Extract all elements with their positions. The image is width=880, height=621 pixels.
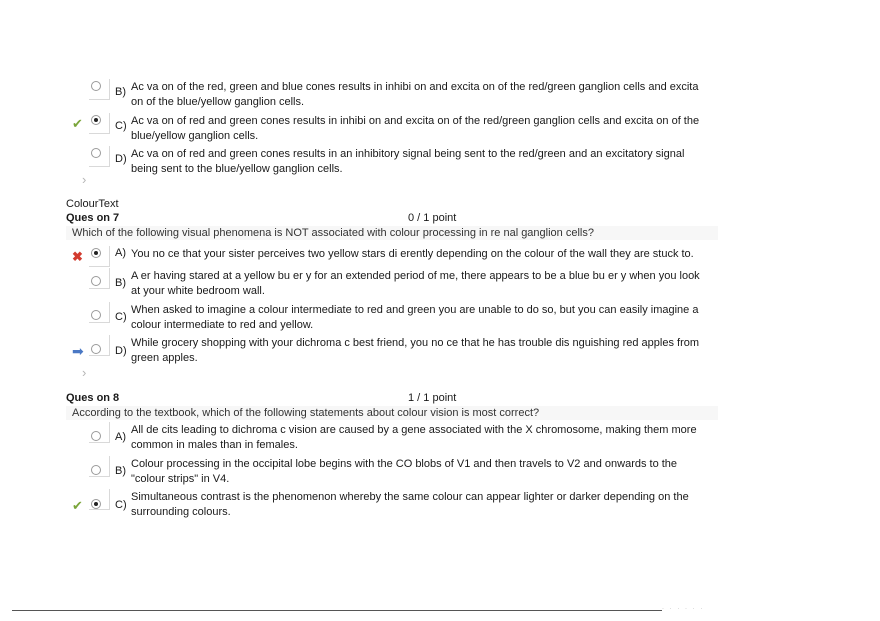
option-letter: C): [115, 311, 127, 323]
option-text: Simultaneous contrast is the phenomenon whereby the same colour can appear lighter or darker depending on the surrounding colours.: [131, 491, 689, 518]
radio-button[interactable]: [91, 431, 101, 441]
q7-option-d[interactable]: [0, 336, 880, 370]
radio-button[interactable]: [91, 81, 101, 91]
question-7-title: Ques on 7: [66, 212, 120, 224]
radio-button[interactable]: [91, 276, 101, 286]
radio-button-selected[interactable]: [91, 248, 101, 258]
q8-option-c[interactable]: [0, 490, 880, 524]
checkmark-icon: ✔: [72, 498, 83, 513]
section-label: ColourText: [66, 198, 119, 210]
chevron-right-icon[interactable]: ›: [82, 365, 87, 380]
q8-option-b[interactable]: [0, 457, 880, 491]
option-text: Ac va on of red and green cones results in an inhibitory signal being sent to the red/green and an excitatory signal being sent to the blue/yellow ganglion cells.: [131, 148, 685, 175]
q8-option-a[interactable]: [0, 423, 880, 457]
question-8-text: According to the textbook, which of the following statements about colour vision is most correct?: [66, 406, 718, 420]
radio-button[interactable]: [91, 344, 101, 354]
option-letter: B): [115, 277, 126, 289]
radio-button[interactable]: [91, 310, 101, 320]
footer-decoration: · · · · · ·: [662, 606, 705, 612]
option-letter: B): [115, 86, 126, 98]
option-text: While grocery shopping with your dichroma c best friend, you no ce that he has trouble dis nguishing red apples from green apples.: [131, 337, 700, 364]
option-text: All de cits leading to dichroma c vision are caused by a gene associated with the X chromosome, making them more common in males than in females.: [131, 424, 697, 451]
option-text: Colour processing in the occipital lobe begins with the CO blobs of V1 and then travels to V2 and onwards to the "colour strips" in V4.: [131, 458, 678, 485]
option-letter: D): [115, 345, 127, 357]
option-text: You no ce that your sister perceives two yellow stars di erently depending on the colour of the wall they are stuck to.: [131, 248, 694, 260]
q6-option-d[interactable]: [0, 147, 880, 181]
q7-option-b[interactable]: [0, 269, 880, 303]
question-8-title: Ques on 8: [66, 392, 120, 404]
radio-button-selected[interactable]: [91, 115, 101, 125]
radio-button[interactable]: [91, 465, 101, 475]
q6-option-c[interactable]: [0, 114, 880, 148]
question-7-score: 0 / 1 point: [408, 212, 457, 224]
option-text: When asked to imagine a colour intermediate to red and green you are unable to do so, but you can easily imagine a colour intermediate to red and yellow.: [131, 304, 699, 331]
option-letter: A): [115, 431, 126, 443]
chevron-right-icon[interactable]: ›: [82, 172, 87, 187]
option-letter: D): [115, 153, 127, 165]
option-letter: C): [115, 120, 127, 132]
footer-divider: [12, 610, 662, 611]
option-letter: B): [115, 465, 126, 477]
radio-button-selected[interactable]: [91, 499, 101, 509]
checkmark-icon: ✔: [72, 116, 83, 131]
option-text: Ac va on of red and green cones results in inhibi on and excita on of the red/green ganglion cells and excita on of the blue/yellow ganglion cells.: [131, 115, 700, 142]
option-letter: C): [115, 499, 127, 511]
arrow-right-icon: ➡: [72, 343, 84, 359]
option-letter: A): [115, 247, 126, 259]
x-icon: ✖: [72, 249, 83, 264]
option-text: Ac va on of the red, green and blue cones results in inhibi on and excita on of the red/green ganglion cells and excita on of the blue/yellow ganglion cells.: [131, 81, 699, 108]
option-text: A er having stared at a yellow bu er y for an extended period of me, there appears to be a blue bu er y when you look at your white bedroom wall.: [131, 270, 700, 297]
q7-option-c[interactable]: [0, 303, 880, 337]
radio-button[interactable]: [91, 148, 101, 158]
question-8-score: 1 / 1 point: [408, 392, 457, 404]
q6-option-b[interactable]: [0, 80, 880, 114]
question-7-text: Which of the following visual phenomena is NOT associated with colour processing in re nal ganglion cells?: [66, 226, 718, 240]
